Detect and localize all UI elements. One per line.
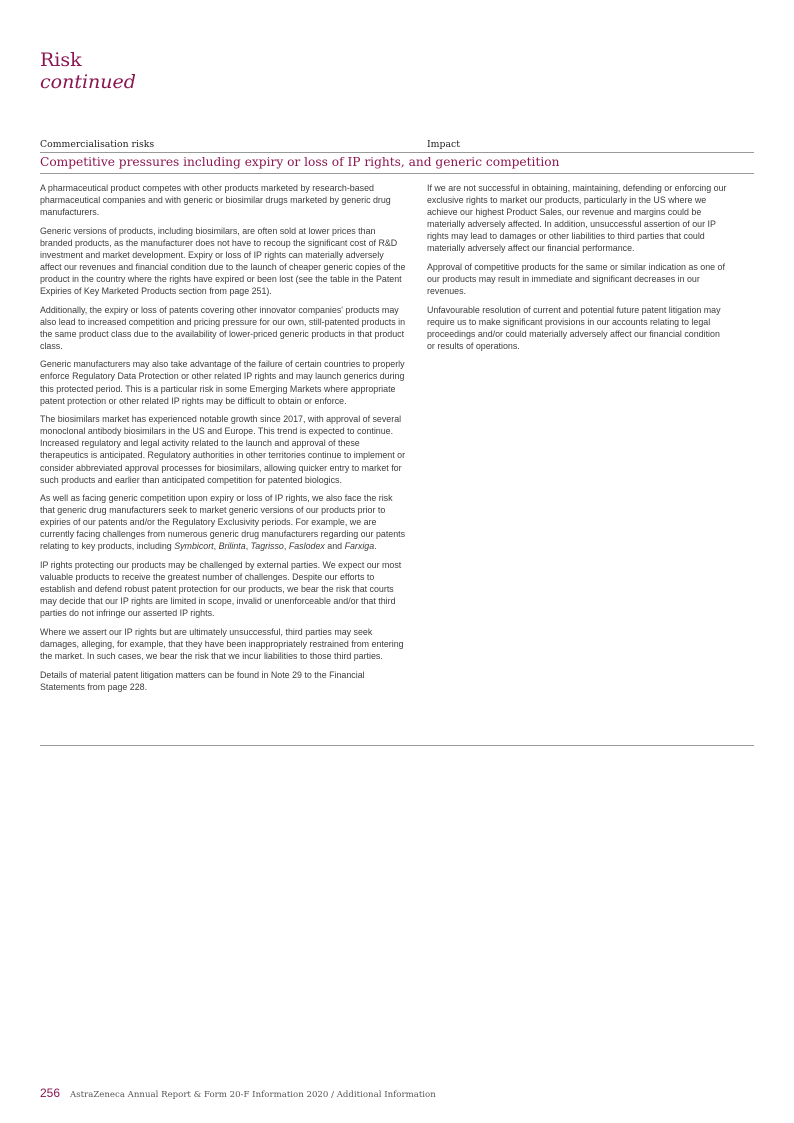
risk-paragraph-key-products: As well as facing generic competition upon expiry or loss of IP rights, we also face the risk that generic drug manufacturers seek to market generic versions of our products prior to expiries of our patents and/or the Regulatory Exclusivity periods. For example, we are currently facing challenges from numerous generic drug manufacturers regarding our patents relating to key products, including Symbicort, Brilinta, Tagrisso, Faslodex and Farxiga.: [40, 493, 406, 552]
product-name: Faslodex: [288, 541, 325, 552]
risk-paragraph: Where we assert our IP rights but are ultimately unsuccessful, third parties may seek damages, alleging, for example, that they have been inappropriately restrained from entering the market. In such cases, we bear the risk that we incur liabilities to those third parties.: [40, 626, 404, 662]
impact-paragraph: Approval of competitive products for the same or similar indication as one of our products may result in immediate and significant decreases in our revenues.: [427, 261, 725, 297]
impact-paragraph: Unfavourable resolution of current and potential future patent litigation may require us to make significant provisions in our accounts relating to legal proceedings and/or could materially adversely affect our financial condition or results of operations.: [427, 304, 721, 351]
product-name: Symbicort: [174, 541, 214, 552]
product-name: Tagrisso: [250, 541, 284, 552]
table-bottom-divider: [40, 745, 754, 746]
table-column-headers: [40, 139, 754, 153]
footer-text: AstraZeneca Annual Report & Form 20-F Information 2020 / Additional Information: [70, 1090, 436, 1100]
page-number: 256: [40, 1086, 61, 1100]
product-name: Farxiga: [344, 541, 375, 552]
risk-paragraph: Generic manufacturers may also take advantage of the failure of certain countries to properly enforce Regulatory Data Protection or other related IP rights and may launch generics during this protected period. This is a particular risk in some Emerging Markets where appropriate patent protection or other related IP rights may be difficult to obtain or enforce.: [40, 359, 405, 406]
product-name: Brilinta: [218, 541, 246, 552]
risk-paragraph: Generic versions of products, including biosimilars, are often sold at lower prices than branded products, as the manufacturer does not have to recoup the significant cost of R&D investment and market development. Expiry or loss of IP rights can materially adversely affect our revenues and financial condition due to the launch of cheaper generic copies of the product in the country where the rights have expired or been lost (see the table in the Patent Expiries of Key Marketed Products section from page 251).: [40, 225, 406, 297]
section-title-divider: [40, 173, 754, 174]
risk-paragraph: A pharmaceutical product competes with other products marketed by research-based pharmaceutical companies and with generic or biosimilar drugs marketed by generic drug manufacturers.: [40, 183, 391, 218]
risk-paragraph: IP rights protecting our products may be challenged by external parties. We expect our most valuable products to receive the greatest number of challenges. Despite our efforts to establish and defend robust patent protection for our products, we bear the risk that courts may decide that our IP rights are limited in scope, invalid or unenforceable and/or that third parties do not infringe our asserted IP rights.: [40, 559, 402, 619]
risk-paragraph: The biosimilars market has experienced notable growth since 2017, with approval of several monoclonal antibody biosimilars in the US and Europe. This trend is expected to continue. Increased regulatory and legal activity related to the launch and approval of these therapeutics is anticipated. Regulatory authorities in other territories continue to implement or consider abbreviated approval processes for biosimilars, allowing quicker entry to market for such products and earlier than anticipated competition for patented biologics.: [40, 414, 406, 485]
risk-description-column: [40, 182, 406, 699]
risk-paragraph: Details of material patent litigation matters can be found in Note 29 to the Financial Statements from page 228.: [40, 669, 365, 692]
page-footer: [40, 1084, 436, 1102]
column-header-commercialisation-risks: Commercialisation risks: [40, 139, 155, 150]
column-header-impact: Impact: [427, 139, 460, 150]
impact-paragraph: If we are not successful in obtaining, maintaining, defending or enforcing our exclusive rights to market our products, particularly in the US where we achieve our highest Product Sales, our revenue and margins could be materially adversely affected. In addition, unsuccessful assertion of our IP rights may lead to damages or other liabilities to third parties that could materially adversely affect our financial performance.: [427, 183, 727, 254]
header-divider: [40, 152, 754, 153]
page-heading: [40, 49, 136, 93]
page-title: Risk: [40, 49, 82, 71]
page-subtitle: continued: [40, 71, 136, 93]
risk-paragraph: Additionally, the expiry or loss of patents covering other innovator companies' products may also lead to increased competition and pricing pressure for our own, still-patented products in the same product class due to the availability of lower-priced generic products in that product class.: [40, 304, 406, 351]
impact-column: [427, 182, 727, 358]
risk-section-title: Competitive pressures including expiry or loss of IP rights, and generic competition: [40, 155, 560, 169]
